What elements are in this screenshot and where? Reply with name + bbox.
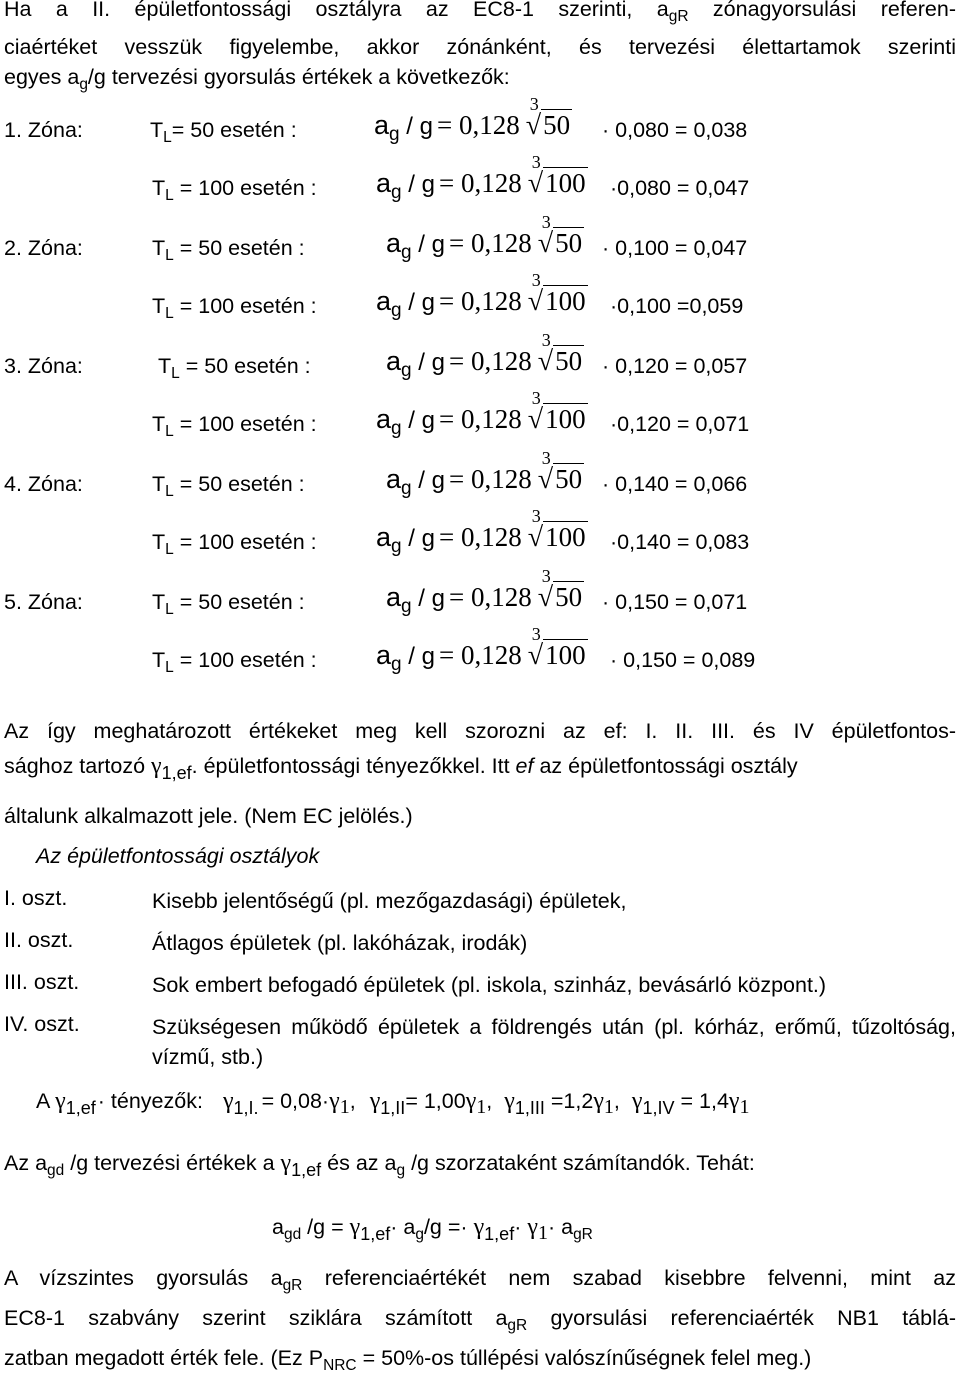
gamma-subscript: 1,II [380, 1097, 406, 1118]
design-text: Az a [4, 1151, 48, 1175]
cube-root: 3 √50 [537, 448, 583, 495]
ag-formula: $a_g / g = 0,128$ 3 √100 [376, 270, 586, 322]
eq-text: · a [390, 1215, 416, 1239]
gamma-symbol: γ [527, 1214, 538, 1240]
class-description: Szükségesen működő épületek a földrengés után (pl. kórház, erőmű, tűzoltóság, vízmű, stb.) [152, 1015, 956, 1069]
zone-row [4, 624, 956, 680]
gamma-subscript: 1,III [514, 1097, 545, 1118]
class-description: Kisebb jelentőségű (pl. mezőgazdasági) épületek, [152, 889, 627, 913]
cube-root: 3 √50 [537, 566, 583, 613]
gamma-symbol: γ [280, 1150, 292, 1176]
agr-subscript: gR [573, 1225, 593, 1243]
agr-subscript: gR [668, 7, 689, 25]
gamma-subscript: 1,IV [642, 1097, 675, 1118]
ef-symbol: ef [515, 754, 534, 778]
ag-formula: $a_g / g = 0,128$ 3 √50 [386, 566, 583, 618]
gamma-symbol: γ [329, 1088, 340, 1114]
zone-row [4, 506, 956, 562]
zone-row [4, 94, 956, 150]
factor-value: =1,2 [544, 1089, 594, 1113]
zone-row [4, 448, 956, 504]
gamma-symbol: γ [504, 1088, 515, 1114]
agd-subscript: gd [47, 1161, 65, 1179]
cube-root: 3 √100 [527, 152, 586, 199]
gamma-symbol: γ [349, 1214, 361, 1240]
class-label: I. oszt. [4, 886, 68, 910]
ag-formula: $a_g / g = 0,128$ 3 √50 [386, 448, 583, 500]
design-text: és az a [321, 1151, 397, 1175]
zone-result: · 0,150 = 0,071 [602, 590, 748, 614]
gamma-symbol: γ [473, 1214, 485, 1240]
factor-value: = 0,08· [261, 1089, 330, 1113]
agr-subscript: gR [507, 1316, 528, 1334]
final-line-2 [4, 1302, 956, 1342]
tl-condition: $T_L = 50$ esetén : [152, 472, 305, 500]
cube-root: 3 √100 [527, 624, 586, 671]
factors-label: · tényezők: [97, 1089, 203, 1113]
final-text: zatban megadott érték fele. (Ez P [4, 1345, 324, 1370]
tl-condition: $T_L = 50$ esetén : [158, 354, 311, 382]
class-label: III. oszt. [4, 970, 80, 994]
gamma-symbol: γ [222, 1088, 234, 1114]
ag-subscript: g [79, 75, 88, 93]
factors-line [36, 1088, 750, 1119]
tl-condition: $T_L = 100$ esetén : [152, 648, 317, 676]
gamma-subscript: 1 [476, 1096, 487, 1118]
design-text: /g tervezési értékek a [64, 1151, 281, 1175]
separator: , [486, 1089, 493, 1113]
gamma-subscript: 1,ef [360, 1223, 391, 1244]
class-description: Sok embert befogadó épületek (pl. iskola, szinház, bevásárló központ.) [152, 973, 827, 997]
cube-root: 3 √50 [537, 212, 583, 259]
gamma-subscript: 1,ef [161, 762, 192, 783]
eq-text: /g =· [423, 1215, 468, 1239]
classes-heading: Az épületfontossági osztályok [36, 844, 320, 868]
cube-root: 3 √100 [527, 270, 586, 317]
zone-result: · 0,150 = 0,089 [610, 648, 756, 672]
gamma-subscript: 1 [537, 1222, 548, 1244]
zone-label: 4. Zóna: [4, 472, 83, 496]
zone-label: 3. Zóna: [4, 354, 83, 378]
zone-result: · 0,080 = 0,038 [602, 118, 748, 142]
gamma-symbol: γ [55, 1088, 66, 1114]
tl-condition: $T_L = 50$ esetén : [152, 236, 305, 264]
gamma-subscript: 1,ef [65, 1097, 96, 1118]
intro-text: /g tervezési gyorsulás értékek a következők: [87, 64, 510, 89]
design-text: /g szorzataként számítandók. Tehát: [405, 1151, 755, 1175]
ag-formula: $a_g / g = 0,128$ 3 √50 [374, 94, 571, 146]
ag-formula: $a_g / g = 0,128$ 3 √50 [386, 330, 583, 382]
gamma-symbol: γ [593, 1088, 604, 1114]
eq-text: · [514, 1215, 522, 1239]
tl-condition: $T_L= 50$ esetén : [150, 118, 297, 146]
final-text: gyorsulási referenciaérték NB1 táblá- [527, 1305, 956, 1330]
design-line [4, 1150, 755, 1181]
intro-line-1 [4, 0, 956, 32]
zone-row [4, 330, 956, 386]
final-text: EC8-1 szabvány szerint sziklára számított a [4, 1305, 508, 1330]
ag-subscript: g [396, 1161, 406, 1179]
factor-text: az épületfontossági osztály [533, 754, 798, 778]
ag-subscript: g [415, 1225, 424, 1243]
eq-text: /g = [301, 1215, 350, 1239]
intro-paragraph [4, 0, 956, 100]
intro-text: egyes a [4, 64, 80, 89]
zone-label: 1. Zóna: [4, 118, 83, 142]
cube-root: 3 √50 [525, 94, 571, 141]
separator: , [349, 1089, 356, 1113]
ag-formula: $a_g / g = 0,128$ 3 √50 [386, 212, 583, 264]
factor-value: = 1,4 [674, 1089, 729, 1113]
zone-row [4, 388, 956, 444]
zone-result: · 0,120 = 0,057 [602, 354, 748, 378]
design-equation [272, 1214, 593, 1245]
tl-condition: $T_L = 100$ esetén : [152, 412, 317, 440]
agr-subscript: gR [282, 1276, 303, 1294]
class-description: Átlagos épületek (pl. lakóházak, irodák) [152, 931, 528, 955]
cube-root: 3 √100 [527, 388, 586, 435]
final-text: A vízszintes gyorsulás a [4, 1266, 283, 1290]
zone-result: · 0,100 = 0,047 [602, 236, 748, 260]
intro-text: Ha a II. épületfontossági osztályra az EC8-1 szerinti, a [4, 0, 669, 21]
final-text: referenciaértékét nem szabad kisebbre felvenni, mint az [302, 1266, 956, 1290]
intro-text-end: zónagyorsulási referen- [688, 0, 956, 21]
gamma-subscript: 1 [603, 1096, 614, 1118]
gamma-subscript: 1 [739, 1096, 750, 1118]
factor-text: sághoz tartozó [4, 754, 146, 778]
gamma-subscript: 1,I. [233, 1097, 259, 1118]
final-line-3 [4, 1342, 956, 1382]
tl-condition: $T_L = 100$ esetén : [152, 294, 317, 322]
zone-label: 2. Zóna: [4, 236, 83, 260]
gamma-symbol: γ [151, 753, 162, 779]
zone-result: ·0,140 = 0,083 [610, 530, 750, 554]
tl-condition: $T_L = 100$ esetén : [152, 530, 317, 558]
gamma-subscript: 1,ef [291, 1159, 322, 1180]
zone-row [4, 566, 956, 622]
tl-condition: $T_L = 100$ esetén : [152, 176, 317, 204]
factor-line-1: Az így meghatározott értékeket meg kell szorozni az ef: I. II. III. és IV épületfontos- [4, 719, 956, 743]
final-text: = 50%-os túllépési valószínűségnek felel meg.) [356, 1345, 812, 1370]
final-line-1 [4, 1262, 956, 1302]
tl-condition: $T_L = 50$ esetén : [152, 590, 305, 618]
ag-formula: $a_g / g = 0,128$ 3 √100 [376, 506, 586, 558]
eq-text: a [272, 1215, 284, 1239]
gamma-subscript: 1,ef [484, 1223, 515, 1244]
intro-line-3 [4, 62, 956, 100]
ag-formula: $a_g / g = 0,128$ 3 √100 [376, 624, 586, 676]
cube-root: 3 √50 [537, 330, 583, 377]
ag-formula: $a_g / g = 0,128$ 3 √100 [376, 388, 586, 440]
zone-result: ·0,120 = 0,071 [610, 412, 750, 436]
zone-row [4, 212, 956, 268]
final-paragraph [4, 1262, 956, 1382]
zone-result: · 0,140 = 0,066 [602, 472, 748, 496]
zone-row [4, 152, 956, 208]
gamma-symbol: γ [465, 1088, 477, 1114]
factor-line-2 [4, 748, 956, 791]
agd-subscript: gd [283, 1225, 302, 1243]
gamma-subscript: 1 [339, 1096, 350, 1118]
cube-root: 3 √100 [527, 506, 586, 553]
factor-paragraph [4, 714, 956, 833]
factor-line-3: általunk alkalmazott jele. (Nem EC jelölés.) [4, 803, 413, 828]
gamma-symbol: γ [728, 1088, 740, 1114]
class-label: IV. oszt. [4, 1012, 80, 1036]
zone-label: 5. Zóna: [4, 590, 83, 614]
intro-line-2: ciaértéket vesszük figyelembe, akkor zónánként, és tervezési élettartamok szerinti [4, 34, 956, 59]
factor-value: = 1,00 [405, 1089, 466, 1113]
eq-text: · a [547, 1215, 574, 1239]
zone-row [4, 270, 956, 326]
gamma-symbol: γ [369, 1088, 381, 1114]
zone-result: ·0,080 = 0,047 [610, 176, 750, 200]
gamma-symbol: γ [631, 1088, 643, 1114]
ag-formula: $a_g / g = 0,128$ 3 √100 [376, 152, 586, 204]
pnrc-subscript: NRC [323, 1356, 357, 1374]
factors-prefix: A [36, 1089, 50, 1113]
class-label: II. oszt. [4, 928, 74, 952]
separator: , [613, 1089, 620, 1113]
zone-result: ·0,100 =0,059 [610, 294, 744, 318]
factor-text: . épületfontossági tényezőkkel. Itt [191, 754, 516, 778]
